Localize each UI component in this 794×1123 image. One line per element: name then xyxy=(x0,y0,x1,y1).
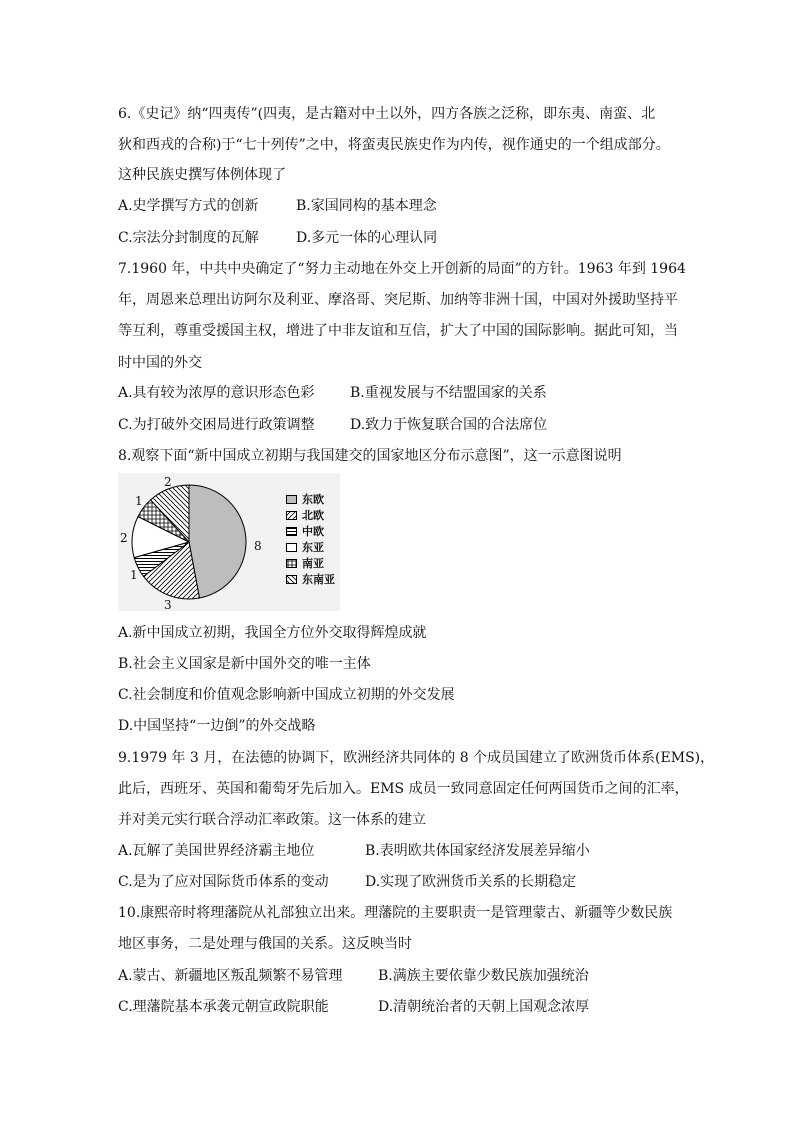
legend-swatch-blank xyxy=(286,543,297,552)
q10-option-b: B.满族主要依靠少数民族加强统治 xyxy=(378,968,589,984)
slice-label-nanya: 1 xyxy=(135,494,143,508)
q10-option-d: D.清朝统治者的天朝上国观念浓厚 xyxy=(378,999,590,1015)
q6-option-a: A.史学撰写方式的创新 xyxy=(118,198,259,214)
q10-option-a: A.蒙古、新疆地区叛乱频繁不易管理 xyxy=(118,968,343,984)
q9-option-a: A.瓦解了美国世界经济霸主地位 xyxy=(118,843,315,859)
slice-label-beiou: 3 xyxy=(164,598,172,612)
q10-line-2: 地区事务，二是处理与俄国的关系。这反映当时 xyxy=(118,936,412,952)
q10-option-c: C.理藩院基本承袭元朝宣政院职能 xyxy=(118,999,329,1015)
q7-option-c: C.为打破外交困局进行政策调整 xyxy=(118,417,315,433)
pie-chart-figure: 8 3 1 2 1 2 东欧 北欧 中欧 东亚 南亚 东南亚 xyxy=(118,473,340,611)
q7-option-d: D.致力于恢复联合国的合法席位 xyxy=(350,417,548,433)
q8-option-c: C.社会制度和价值观念影响新中国成立初期的外交发展 xyxy=(118,687,455,703)
q6-line-3: 这种民族史撰写体例体现了 xyxy=(118,167,286,183)
q7-line-2: 年，周恩来总理出访阿尔及利亚、摩洛哥、突尼斯、加纳等非洲十国，中国对外援助坚持平 xyxy=(118,292,678,308)
q9-line-2: 此后，西班牙、英国和葡萄牙先后加入。EMS 成员一致同意固定任何两国货币之间的汇率， xyxy=(118,781,689,797)
legend-swatch-horizontal xyxy=(286,527,297,536)
q6-option-b: B.家国同构的基本理念 xyxy=(296,198,437,214)
q6-line-2: 狄和西戎的合称)于“七十列传”之中，将蛮夷民族史作为内传，视作通史的一个组成部分。 xyxy=(118,137,670,153)
q8-line-1: 8.观察下面“新中国成立初期与我国建交的国家地区分布示意图”，这一示意图说明 xyxy=(118,448,622,464)
q6-line-1: 6.《史记》纳“四夷传”(四夷，是古籍对中土以外，四方各族之泛称，即东夷、南蛮、北 xyxy=(118,106,656,122)
legend-swatch-gray xyxy=(286,495,297,504)
q10-line-1: 10.康熙帝时将理藩院从礼部独立出来。理藩院的主要职责一是管理蒙古、新疆等少数民族 xyxy=(118,905,673,921)
legend-swatch-grid xyxy=(286,559,297,568)
q9-line-1: 9.1979 年 3 月，在法德的协调下，欧洲经济共同体的 8 个成员国建立了欧洲货币体系(EMS)， xyxy=(118,750,715,766)
q7-line-4: 时中国的外交 xyxy=(118,355,202,371)
legend-swatch-diagonal xyxy=(286,511,297,520)
q7-option-a: A.具有较为浓厚的意识形态色彩 xyxy=(118,385,315,401)
slice-label-dongou: 8 xyxy=(254,539,262,553)
q8-option-a: A.新中国成立初期，我国全方位外交取得辉煌成就 xyxy=(118,625,427,641)
q8-option-d: D.中国坚持“一边倒”的外交战略 xyxy=(118,718,316,734)
slice-label-dongnanya: 2 xyxy=(164,475,172,489)
legend-swatch-backdiagonal xyxy=(286,575,297,584)
q9-option-b: B.表明欧共体国家经济发展差异缩小 xyxy=(365,843,590,859)
q9-line-3: 并对美元实行联合浮动汇率政策。这一体系的建立 xyxy=(118,812,426,828)
slice-label-dongya: 2 xyxy=(120,531,128,545)
q7-line-1: 7.1960 年，中共中央确定了“努力主动地在外交上开创新的局面”的方针。1963 年到 1964 xyxy=(118,261,686,277)
q8-option-b: B.社会主义国家是新中国外交的唯一主体 xyxy=(118,656,371,672)
q6-option-d: D.多元一体的心理认同 xyxy=(296,230,438,246)
q7-option-b: B.重视发展与不结盟国家的关系 xyxy=(350,385,547,401)
q6-option-c: C.宗法分封制度的瓦解 xyxy=(118,230,259,246)
slice-label-zhongou: 1 xyxy=(130,568,138,582)
q7-line-3: 等互利，尊重受援国主权，增进了中非友谊和互信，扩大了中国的国际影响。据此可知，当 xyxy=(118,323,678,339)
q9-option-c: C.是为了应对国际货币体系的变动 xyxy=(118,874,329,890)
q9-option-d: D.实现了欧洲货币关系的长期稳定 xyxy=(365,874,577,890)
pie-slice-0 xyxy=(189,485,246,598)
